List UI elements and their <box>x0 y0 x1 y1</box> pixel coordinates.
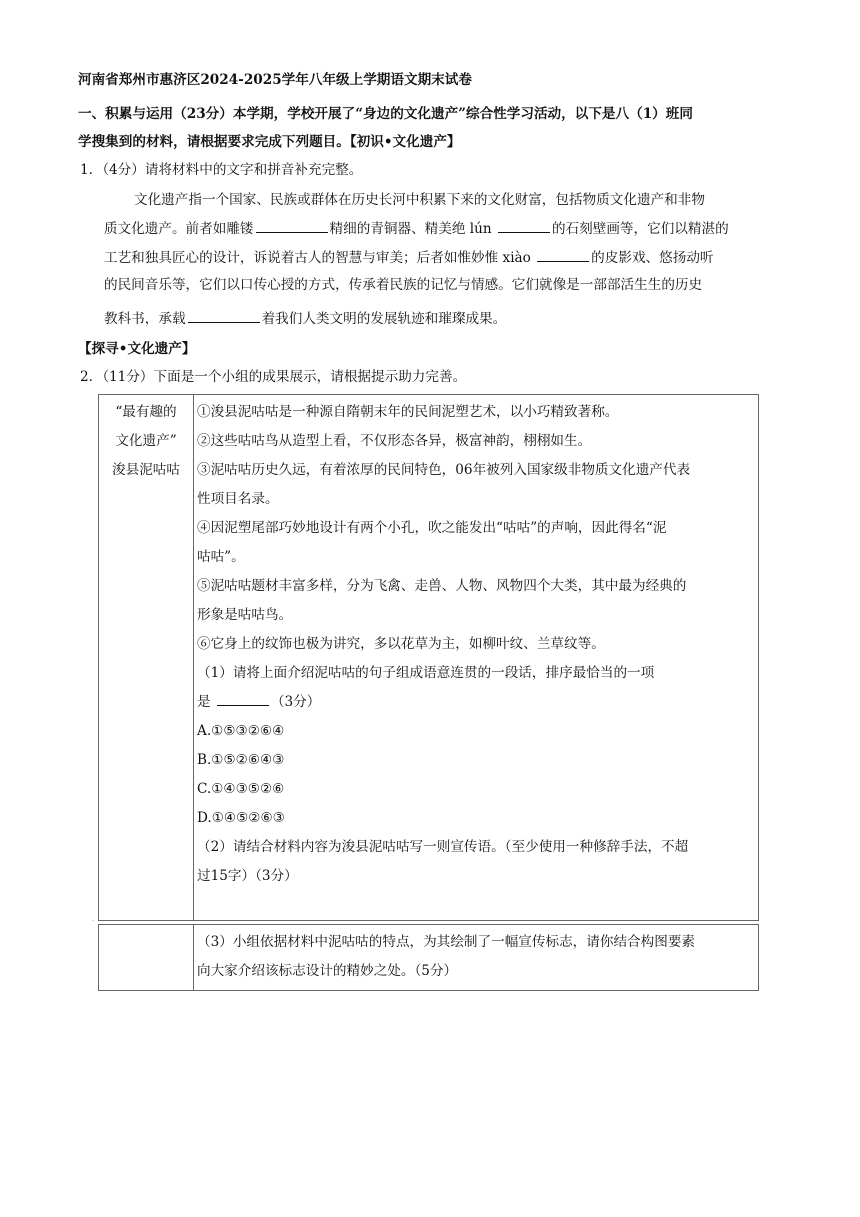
q1-text: 教科书，承载 <box>104 311 186 327</box>
material-item-6: ⑥它身上的纹饰也极为讲究，多以花草为主，如柳叶纹、兰草纹等。 <box>197 636 605 652</box>
q1-text: 工艺和独具匠心的设计，诉说着古人的智慧与审美；后者如惟妙惟 xiào <box>104 250 536 266</box>
blank-3[interactable] <box>537 247 589 262</box>
answer-blank[interactable] <box>217 691 269 706</box>
material-topic-cell-empty <box>99 925 194 991</box>
sub1-score: （3分） <box>270 694 321 710</box>
sub-question-1: （1）请将上面介绍泥咕咕的句子组成语意连贯的一段话，排序最恰当的一项 <box>197 665 655 681</box>
material-table <box>98 394 759 921</box>
sub-question-2-cont: 过15字）（3分） <box>197 868 298 884</box>
blank-2[interactable] <box>498 218 550 233</box>
q2-stem: 2．（11分）下面是一个小组的成果展示，请根据提示助力完善。 <box>80 369 467 385</box>
exam-title: 河南省郑州市惠济区2024-2025学年八年级上学期语文期末试卷 <box>78 72 472 88</box>
q1-text: 质文化遗产。前者如雕镂 <box>104 221 254 237</box>
material-content-cell-continued <box>194 925 759 991</box>
blank-1[interactable] <box>256 218 328 233</box>
material-item-4-cont: 咕咕”。 <box>197 549 245 565</box>
material-item-3-cont: 性项目名录。 <box>197 491 279 507</box>
sub1-text: 是 <box>197 694 215 710</box>
stray-dot: . <box>92 916 94 923</box>
option-b[interactable]: B.①⑤②⑥④③ <box>197 752 285 768</box>
material-item-2: ②这些咕咕鸟从造型上看，不仅形态各异，极富神韵，栩栩如生。 <box>197 433 592 449</box>
q1-stem: 1．（4分）请将材料中的文字和拼音补充完整。 <box>80 162 363 178</box>
section1-heading-line1: 一、积累与运用（23分）本学期，学校开展了“身边的文化遗产”综合性学习活动，以下是八（1）班同 <box>78 106 693 122</box>
q1-text: 的皮影戏、悠扬动听 <box>591 250 714 266</box>
sub-question-3: （3）小组依据材料中泥咕咕的特点，为其绘制了一幅宣传标志，请你结合构图要素 <box>197 934 696 950</box>
q1-paragraph-line5 <box>104 308 506 329</box>
topic-line: 文化遗产” <box>115 433 177 449</box>
q1-text: 的石刻壁画等，它们以精湛的 <box>551 221 729 237</box>
q1-paragraph-line3 <box>104 247 714 268</box>
material-topic-cell <box>99 395 194 921</box>
topic-line: “最有趣的 <box>115 404 177 420</box>
sub-question-3-cont: 向大家介绍该标志设计的精妙之处。（5分） <box>197 963 458 979</box>
section2-heading: 【探寻•文化遗产】 <box>78 341 196 357</box>
option-c[interactable]: C.①④③⑤②⑥ <box>197 781 285 797</box>
section1-heading-line2: 学搜集到的材料，请根据要求完成下列题目。【初识•文化遗产】 <box>78 134 461 150</box>
q1-paragraph-line2 <box>104 218 729 239</box>
q1-text: 着我们人类文明的发展轨迹和璀璨成果。 <box>261 311 507 327</box>
option-d[interactable]: D.①④⑤②⑥③ <box>197 810 285 826</box>
topic-line: 浚县泥咕咕 <box>112 462 180 478</box>
option-a[interactable]: A.①⑤③②⑥④ <box>197 723 285 739</box>
material-item-4: ④因泥塑尾部巧妙地设计有两个小孔，吹之能发出“咕咕”的声响，因此得名“泥 <box>197 520 667 536</box>
material-table-continued <box>98 924 759 991</box>
material-item-5-cont: 形象是咕咕鸟。 <box>197 607 293 623</box>
material-item-5: ⑤泥咕咕题材丰富多样，分为飞禽、走兽、人物、风物四个大类，其中最为经典的 <box>197 578 687 594</box>
q1-text: 精细的青铜器、精美绝 lún <box>329 221 496 237</box>
blank-4[interactable] <box>188 308 260 323</box>
sub-question-1-cont <box>197 688 758 717</box>
sub-question-2: （2）请结合材料内容为浚县泥咕咕写一则宣传语。（至少使用一种修辞手法，不超 <box>197 839 689 855</box>
material-content-cell <box>194 395 759 921</box>
material-item-1: ①浚县泥咕咕是一种源自隋朝末年的民间泥塑艺术，以小巧精致著称。 <box>197 404 619 420</box>
q1-paragraph-line4: 的民间音乐等，它们以口传心授的方式，传承着民族的记忆与情感。它们就像是一部部活生生的历史 <box>104 277 703 293</box>
q1-paragraph-line1: 文化遗产指一个国家、民族或群体在历史长河中积累下来的文化财富，包括物质文化遗产和非物 <box>134 192 705 208</box>
material-item-3: ③泥咕咕历史久远，有着浓厚的民间特色，06年被列入国家级非物质文化遗产代表 <box>197 462 691 478</box>
